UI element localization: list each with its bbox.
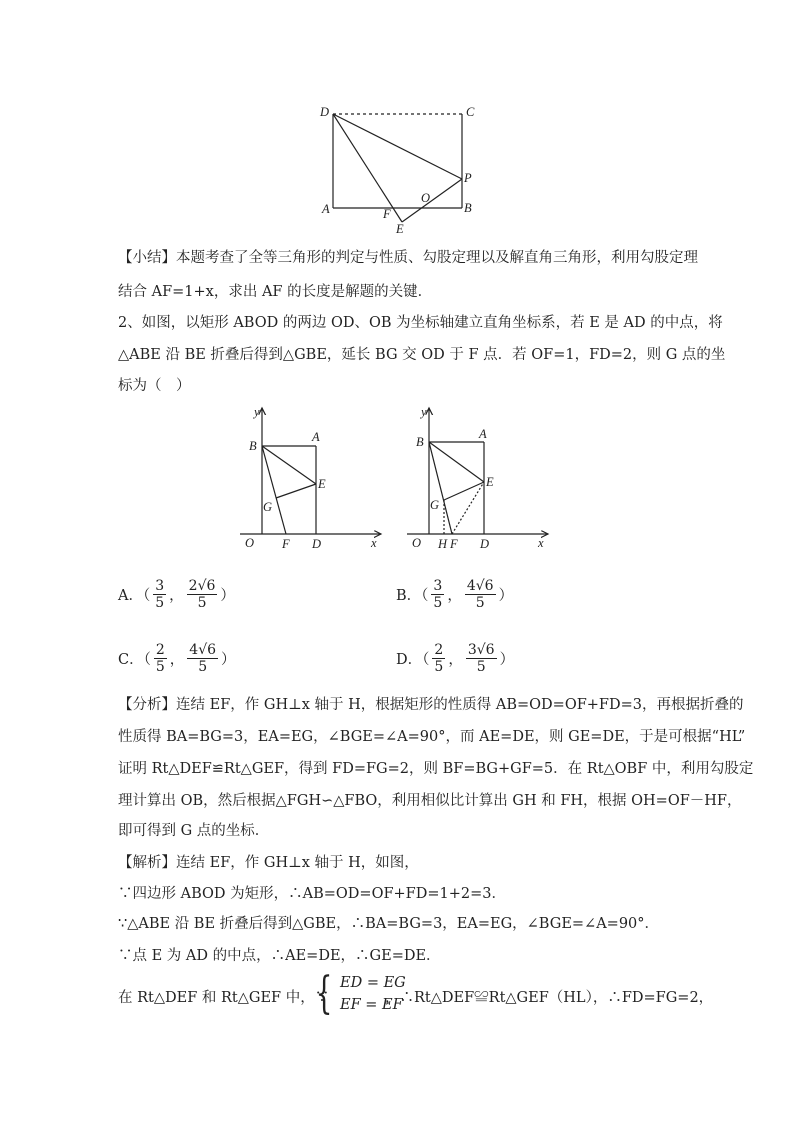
option-c[interactable]: C．（ $\frac{2}{5}$ ， $\frac{4√6}{5}$ ） [118,642,236,675]
option-d-x: $\frac{2}{5}$ [434,642,444,675]
option-c-x: $\frac{2}{5}$ [155,642,165,675]
option-a[interactable]: A．（ $\frac{3}{5}$ ， $\frac{2√6}{5}$ ） [118,578,235,611]
label-A: A [479,427,487,441]
label-O: O [245,536,255,550]
solution-line-3: ∵△ABE 沿 BE 折叠后得到△GBE，∴BA=BG=3，EA=EG，∠BGE=∠A=90°． [118,916,660,932]
solution-line-1: 【解析】连结 EF，作 GH⊥x 轴于 H，如图， [118,855,419,871]
option-b-label: B．（ [396,588,429,604]
label-A: A [312,430,320,444]
label-B: B [416,435,424,449]
solution-line-4: ∵点 E 为 AD 的中点，∴AE=DE，∴GE=DE． [118,948,441,964]
solution-line-5-pre: 在 Rt△DEF 和 Rt△GEF 中，∵ [118,990,330,1006]
option-b-x: $\frac{3}{5}$ [433,578,443,611]
option-a-x: $\frac{3}{5}$ [155,578,165,611]
label-F: F [383,207,391,221]
label-B: B [249,439,257,453]
axis-label-y: y [421,405,427,419]
axis-label-x: x [371,536,377,550]
option-c-label: C．（ [118,652,151,668]
axis-label-y: y [254,405,260,419]
case-1: ED = EG [340,975,406,991]
label-D: D [312,537,322,551]
option-a-y: $\frac{2√6}{5}$ [188,578,216,611]
summary-line-2: 结合 AF=1+x，求出 AF 的长度是解题的关键． [118,284,433,300]
label-A: A [322,202,330,216]
axis-label-x: x [538,536,544,550]
question-line-1: 2、如图，以矩形 ABOD 的两边 OD、OB 为坐标轴建立直角坐标系，若 E 是 AD 的中点，将 [118,315,723,331]
label-O: O [412,536,422,550]
label-B: B [464,201,472,215]
analysis-line-4: 理计算出 OB，然后根据△FGH∽△FBO，利用相似比计算出 GH 和 FH，根据 OH=OF－HF， [118,793,742,809]
label-F: F [282,537,290,551]
option-d-label: D．（ [396,652,430,668]
option-d-y: $\frac{3√6}{5}$ [467,642,495,675]
option-d[interactable]: D．（ $\frac{2}{5}$ ， $\frac{3√6}{5}$ ） [396,642,515,675]
label-C: C [466,105,475,119]
option-b-y: $\frac{4√6}{5}$ [466,578,494,611]
label-P: P [464,171,472,185]
summary-line-1: 【小结】本题考查了全等三角形的判定与性质、勾股定理以及解直角三角形，利用勾股定理 [118,250,698,266]
analysis-line-1: 【分析】连结 EF，作 GH⊥x 轴于 H，根据矩形的性质得 AB=OD=OF+FD=3，再根据折叠的 [118,697,744,713]
brace: { [315,968,333,1019]
label-F: F [450,537,458,551]
question-line-3: 标为（ ） [118,378,191,394]
option-a-label: A．（ [118,588,151,604]
figure-coordinate-left [235,400,390,555]
question-line-2: △ABE 沿 BE 折叠后得到△GBE，延长 BG 交 OD 于 F 点．若 OF=1，FD=2，则 G 点的坐 [118,347,726,363]
label-G: G [430,498,440,512]
label-H: H [438,537,448,551]
analysis-line-5: 即可得到 G 点的坐标． [118,823,270,839]
label-E: E [486,475,494,489]
label-E: E [318,477,326,491]
label-O: O [421,191,431,205]
label-D: D [480,537,490,551]
case-2: EF = EF [340,997,403,1013]
label-D: D [320,105,330,119]
figure-rectangle-fold [310,100,490,238]
option-b[interactable]: B．（ $\frac{3}{5}$ ， $\frac{4√6}{5}$ ） [396,578,514,611]
analysis-line-2: 性质得 BA=BG=3，EA=EG，∠BGE=∠A=90°，而 AE=DE，则 GE=DE，于是可根据“HL” [118,729,746,745]
label-G: G [263,500,273,514]
option-c-y: $\frac{4√6}{5}$ [189,642,217,675]
solution-line-2: ∵四边形 ABOD 为矩形，∴AB=OD=OF+FD=1+2=3． [118,886,506,902]
analysis-line-3: 证明 Rt△DEF≌Rt△GEF，得到 FD=FG=2，则 BF=BG+GF=5．在 Rt△OBF 中，利用勾股定 [118,761,754,777]
solution-line-5-post: ，∴Rt△DEF≌Rt△GEF（HL），∴FD=FG=2， [385,990,714,1006]
label-E: E [396,222,404,236]
figure-coordinate-right [402,400,557,555]
